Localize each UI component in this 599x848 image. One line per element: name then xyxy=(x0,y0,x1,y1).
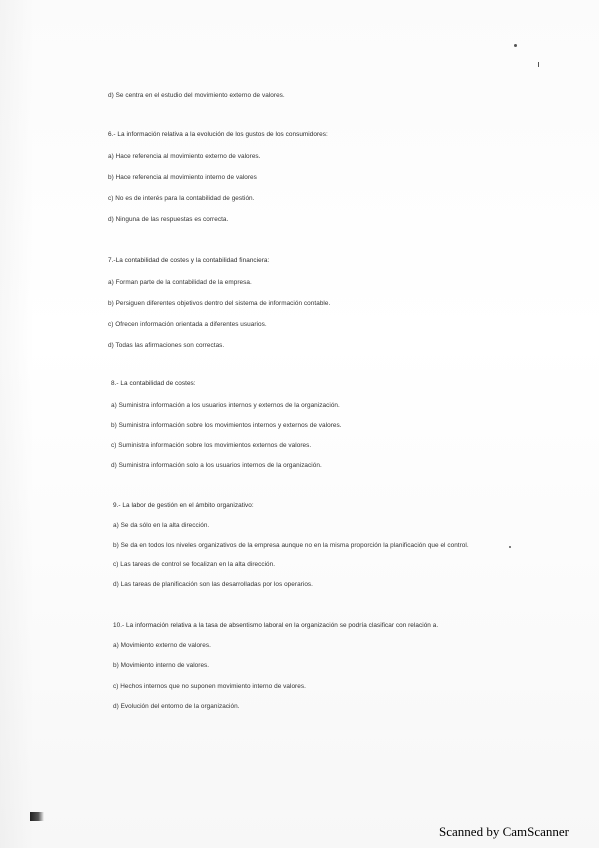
answer-line: a) Movimiento externo de valores. xyxy=(113,642,211,649)
answer-line: b) Persiguen diferentes objetivos dentro del sistema de información contable. xyxy=(108,300,331,307)
scanner-watermark: Scanned by CamScanner xyxy=(439,824,569,839)
answer-line: b) Se da en todos los niveles organizativos de la empresa aunque no en la misma proporción la planificación que el control. xyxy=(113,542,469,549)
answer-line: a) Hace referencia al movimiento externo de valores. xyxy=(108,153,261,160)
question-10: 10.- La información relativa a la tasa de absentismo laboral en la organización se podría clasificar con relación a. xyxy=(113,622,439,629)
question-6: 6.- La información relativa a la evolución de los gustos de los consumidores: xyxy=(108,131,328,138)
answer-line: d) Se centra en el estudio del movimiento externo de valores. xyxy=(108,92,285,99)
answer-line: d) Todas las afirmaciones son correctas. xyxy=(108,342,225,349)
answer-line: b) Suministra información sobre los movimientos internos y externos de valores. xyxy=(111,422,342,429)
answer-line: d) Ninguna de las respuestas es correcta. xyxy=(108,216,229,223)
scan-edge-shadow xyxy=(0,0,34,848)
scan-speck xyxy=(538,62,539,67)
scan-speck xyxy=(509,546,511,548)
scan-edge-mark xyxy=(30,812,44,821)
answer-line: c) Suministra información sobre los movimientos externos de valores. xyxy=(111,442,312,449)
answer-line: a) Suministra información a los usuarios internos y externos de la organización. xyxy=(111,402,340,409)
question-8: 8.- La contabilidad de costes: xyxy=(111,380,196,387)
question-9: 9.- La labor de gestión en el ámbito organizativo: xyxy=(113,502,254,509)
answer-line: c) Las tareas de control se focalizan en la alta dirección. xyxy=(113,561,276,568)
answer-line: c) No es de interés para la contabilidad de gestión. xyxy=(108,195,255,202)
question-7: 7.-La contabilidad de costes y la contabilidad financiera: xyxy=(108,257,270,264)
answer-line: b) Hace referencia al movimiento interno de valores xyxy=(108,174,257,181)
answer-line: c) Hechos internos que no suponen movimiento interno de valores. xyxy=(113,683,306,690)
scan-speck xyxy=(514,44,517,47)
answer-line: a) Forman parte de la contabilidad de la empresa. xyxy=(108,279,252,286)
answer-line: c) Ofrecen información orientada a diferentes usuarios. xyxy=(108,321,267,328)
answer-line: d) Suministra información solo a los usuarios internos de la organización. xyxy=(111,462,322,469)
answer-line: d) Evolución del entorno de la organización. xyxy=(113,703,240,710)
answer-line: d) Las tareas de planificación son las desarrolladas por los operarios. xyxy=(113,581,313,588)
answer-line: a) Se da sólo en la alta dirección. xyxy=(113,522,210,529)
answer-line: b) Movimiento interno de valores. xyxy=(113,662,210,669)
